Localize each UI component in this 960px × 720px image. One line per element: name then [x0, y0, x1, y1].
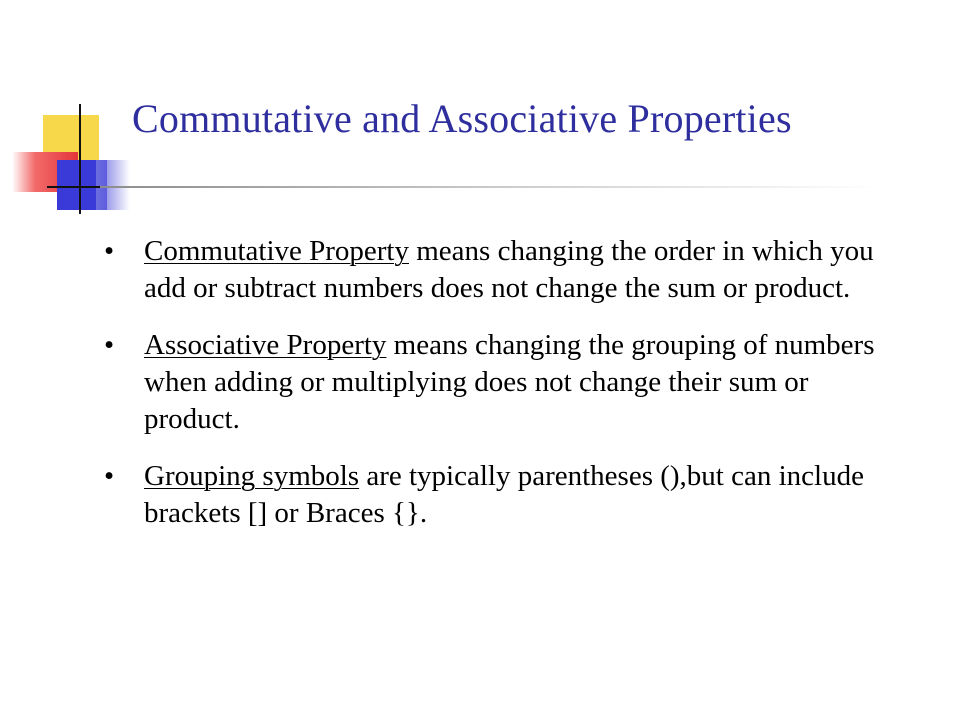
slide-title: Commutative and Associative Properties — [132, 96, 792, 141]
bullet-dot: • — [104, 460, 115, 492]
bullet-item-commutative — [104, 233, 904, 307]
bullet-dot: • — [104, 235, 115, 267]
bullet-text: are typically parentheses (),but can include brackets [] or Braces {}. — [144, 460, 864, 529]
bullet-list — [104, 233, 904, 552]
logo-vertical-line — [79, 104, 81, 214]
bullet-term: Grouping symbols — [144, 460, 360, 492]
logo-blue-fade — [96, 160, 130, 210]
bullet-dot: • — [104, 329, 115, 361]
bullet-text: means changing the order in which you add or subtract numbers does not change the sum or product. — [144, 235, 874, 304]
bullet-term: Commutative Property — [144, 235, 409, 267]
bullet-text: means changing the grouping of numbers when adding or multiplying does not change their sum or product. — [144, 329, 875, 435]
title-divider — [100, 186, 880, 188]
bullet-term: Associative Property — [144, 329, 387, 361]
bullet-item-associative — [104, 327, 904, 438]
bullet-item-grouping — [104, 458, 904, 532]
